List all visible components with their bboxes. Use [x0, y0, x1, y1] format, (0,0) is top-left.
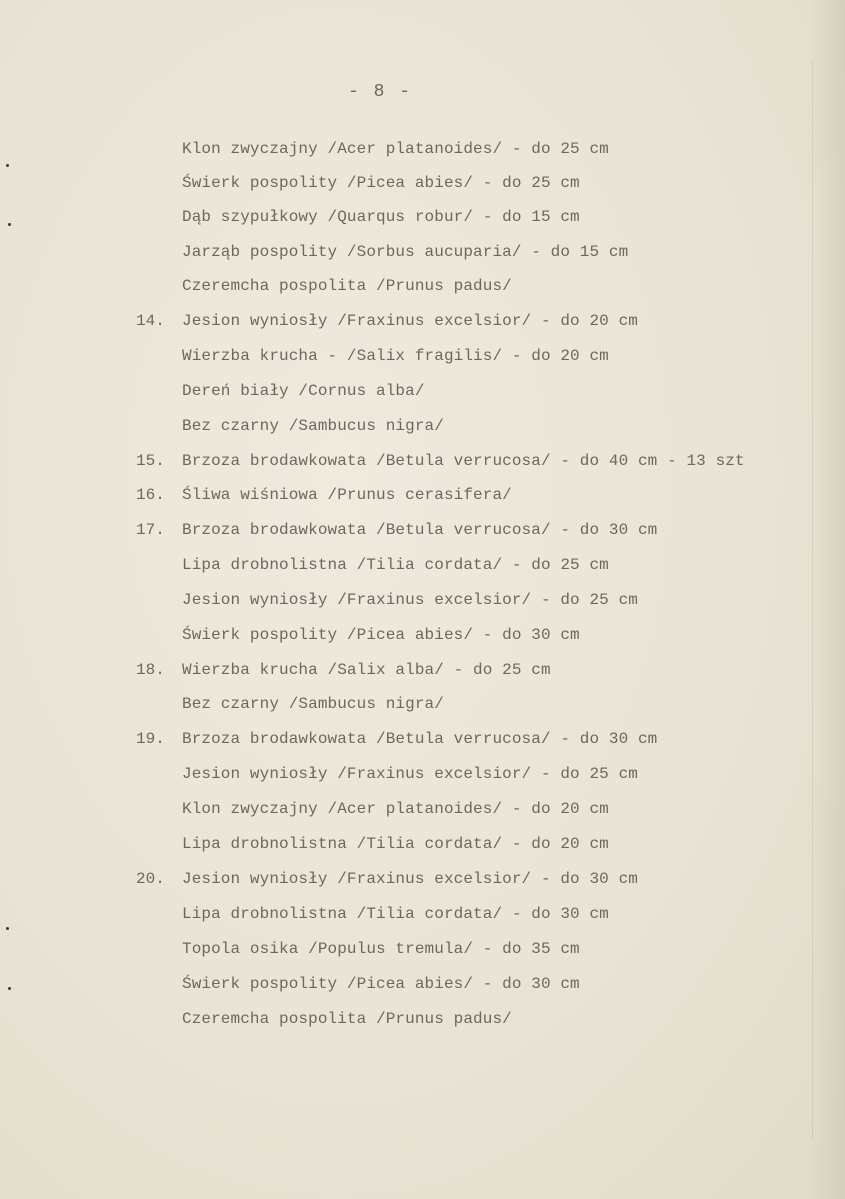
species-entry: Klon zwyczajny /Acer platanoides/ - do 25 cm — [182, 140, 609, 158]
species-entry: Lipa drobnolistna /Tilia cordata/ - do 20 cm — [182, 835, 609, 853]
species-entry: Świerk pospolity /Picea abies/ - do 30 cm — [182, 626, 580, 644]
species-entry: Brzoza brodawkowata /Betula verrucosa/ - do 30 cm — [182, 521, 658, 539]
species-entry: Czeremcha pospolita /Prunus padus/ — [182, 1010, 512, 1028]
species-entry: Dereń biały /Cornus alba/ — [182, 382, 425, 400]
species-entry: Brzoza brodawkowata /Betula verrucosa/ - do 30 cm — [182, 730, 658, 748]
item-number: 20. — [136, 870, 165, 888]
margin-mark — [6, 164, 9, 167]
species-entry: Czeremcha pospolita /Prunus padus/ — [182, 277, 512, 295]
item-number: 19. — [136, 730, 165, 748]
margin-mark — [8, 223, 11, 226]
paper-edge-shadow — [809, 0, 845, 1199]
item-number: 15. — [136, 452, 165, 470]
species-entry: Jesion wyniosły /Fraxinus excelsior/ - do 25 cm — [182, 765, 638, 783]
item-number: 17. — [136, 521, 165, 539]
species-entry: Brzoza brodawkowata /Betula verrucosa/ - do 40 cm - 13 szt — [182, 452, 745, 470]
page-number: - 8 - — [347, 82, 412, 102]
item-number: 14. — [136, 312, 165, 330]
species-entry: Wierzba krucha /Salix alba/ - do 25 cm — [182, 661, 551, 679]
species-entry: Wierzba krucha - /Salix fragilis/ - do 20 cm — [182, 347, 609, 365]
item-number: 18. — [136, 661, 165, 679]
species-entry: Lipa drobnolistna /Tilia cordata/ - do 30 cm — [182, 905, 609, 923]
species-entry: Śliwa wiśniowa /Prunus cerasifera/ — [182, 486, 512, 504]
margin-mark — [8, 987, 11, 990]
species-entry: Bez czarny /Sambucus nigra/ — [182, 417, 444, 435]
species-entry: Topola osika /Populus tremula/ - do 35 cm — [182, 940, 580, 958]
item-number: 16. — [136, 486, 165, 504]
species-entry: Świerk pospolity /Picea abies/ - do 30 cm — [182, 975, 580, 993]
species-entry: Jesion wyniosły /Fraxinus excelsior/ - do 25 cm — [182, 591, 638, 609]
species-entry: Dąb szypułkowy /Quarqus robur/ - do 15 cm — [182, 208, 580, 226]
species-entry: Lipa drobnolistna /Tilia cordata/ - do 25 cm — [182, 556, 609, 574]
species-entry: Jesion wyniosły /Fraxinus excelsior/ - do 30 cm — [182, 870, 638, 888]
species-entry: Klon zwyczajny /Acer platanoides/ - do 20 cm — [182, 800, 609, 818]
margin-mark — [6, 927, 9, 930]
species-entry: Bez czarny /Sambucus nigra/ — [182, 695, 444, 713]
paper-fold-line — [812, 60, 813, 1140]
species-entry: Świerk pospolity /Picea abies/ - do 25 cm — [182, 174, 580, 192]
species-entry: Jarząb pospolity /Sorbus aucuparia/ - do 15 cm — [182, 243, 629, 261]
species-entry: Jesion wyniosły /Fraxinus excelsior/ - do 20 cm — [182, 312, 638, 330]
